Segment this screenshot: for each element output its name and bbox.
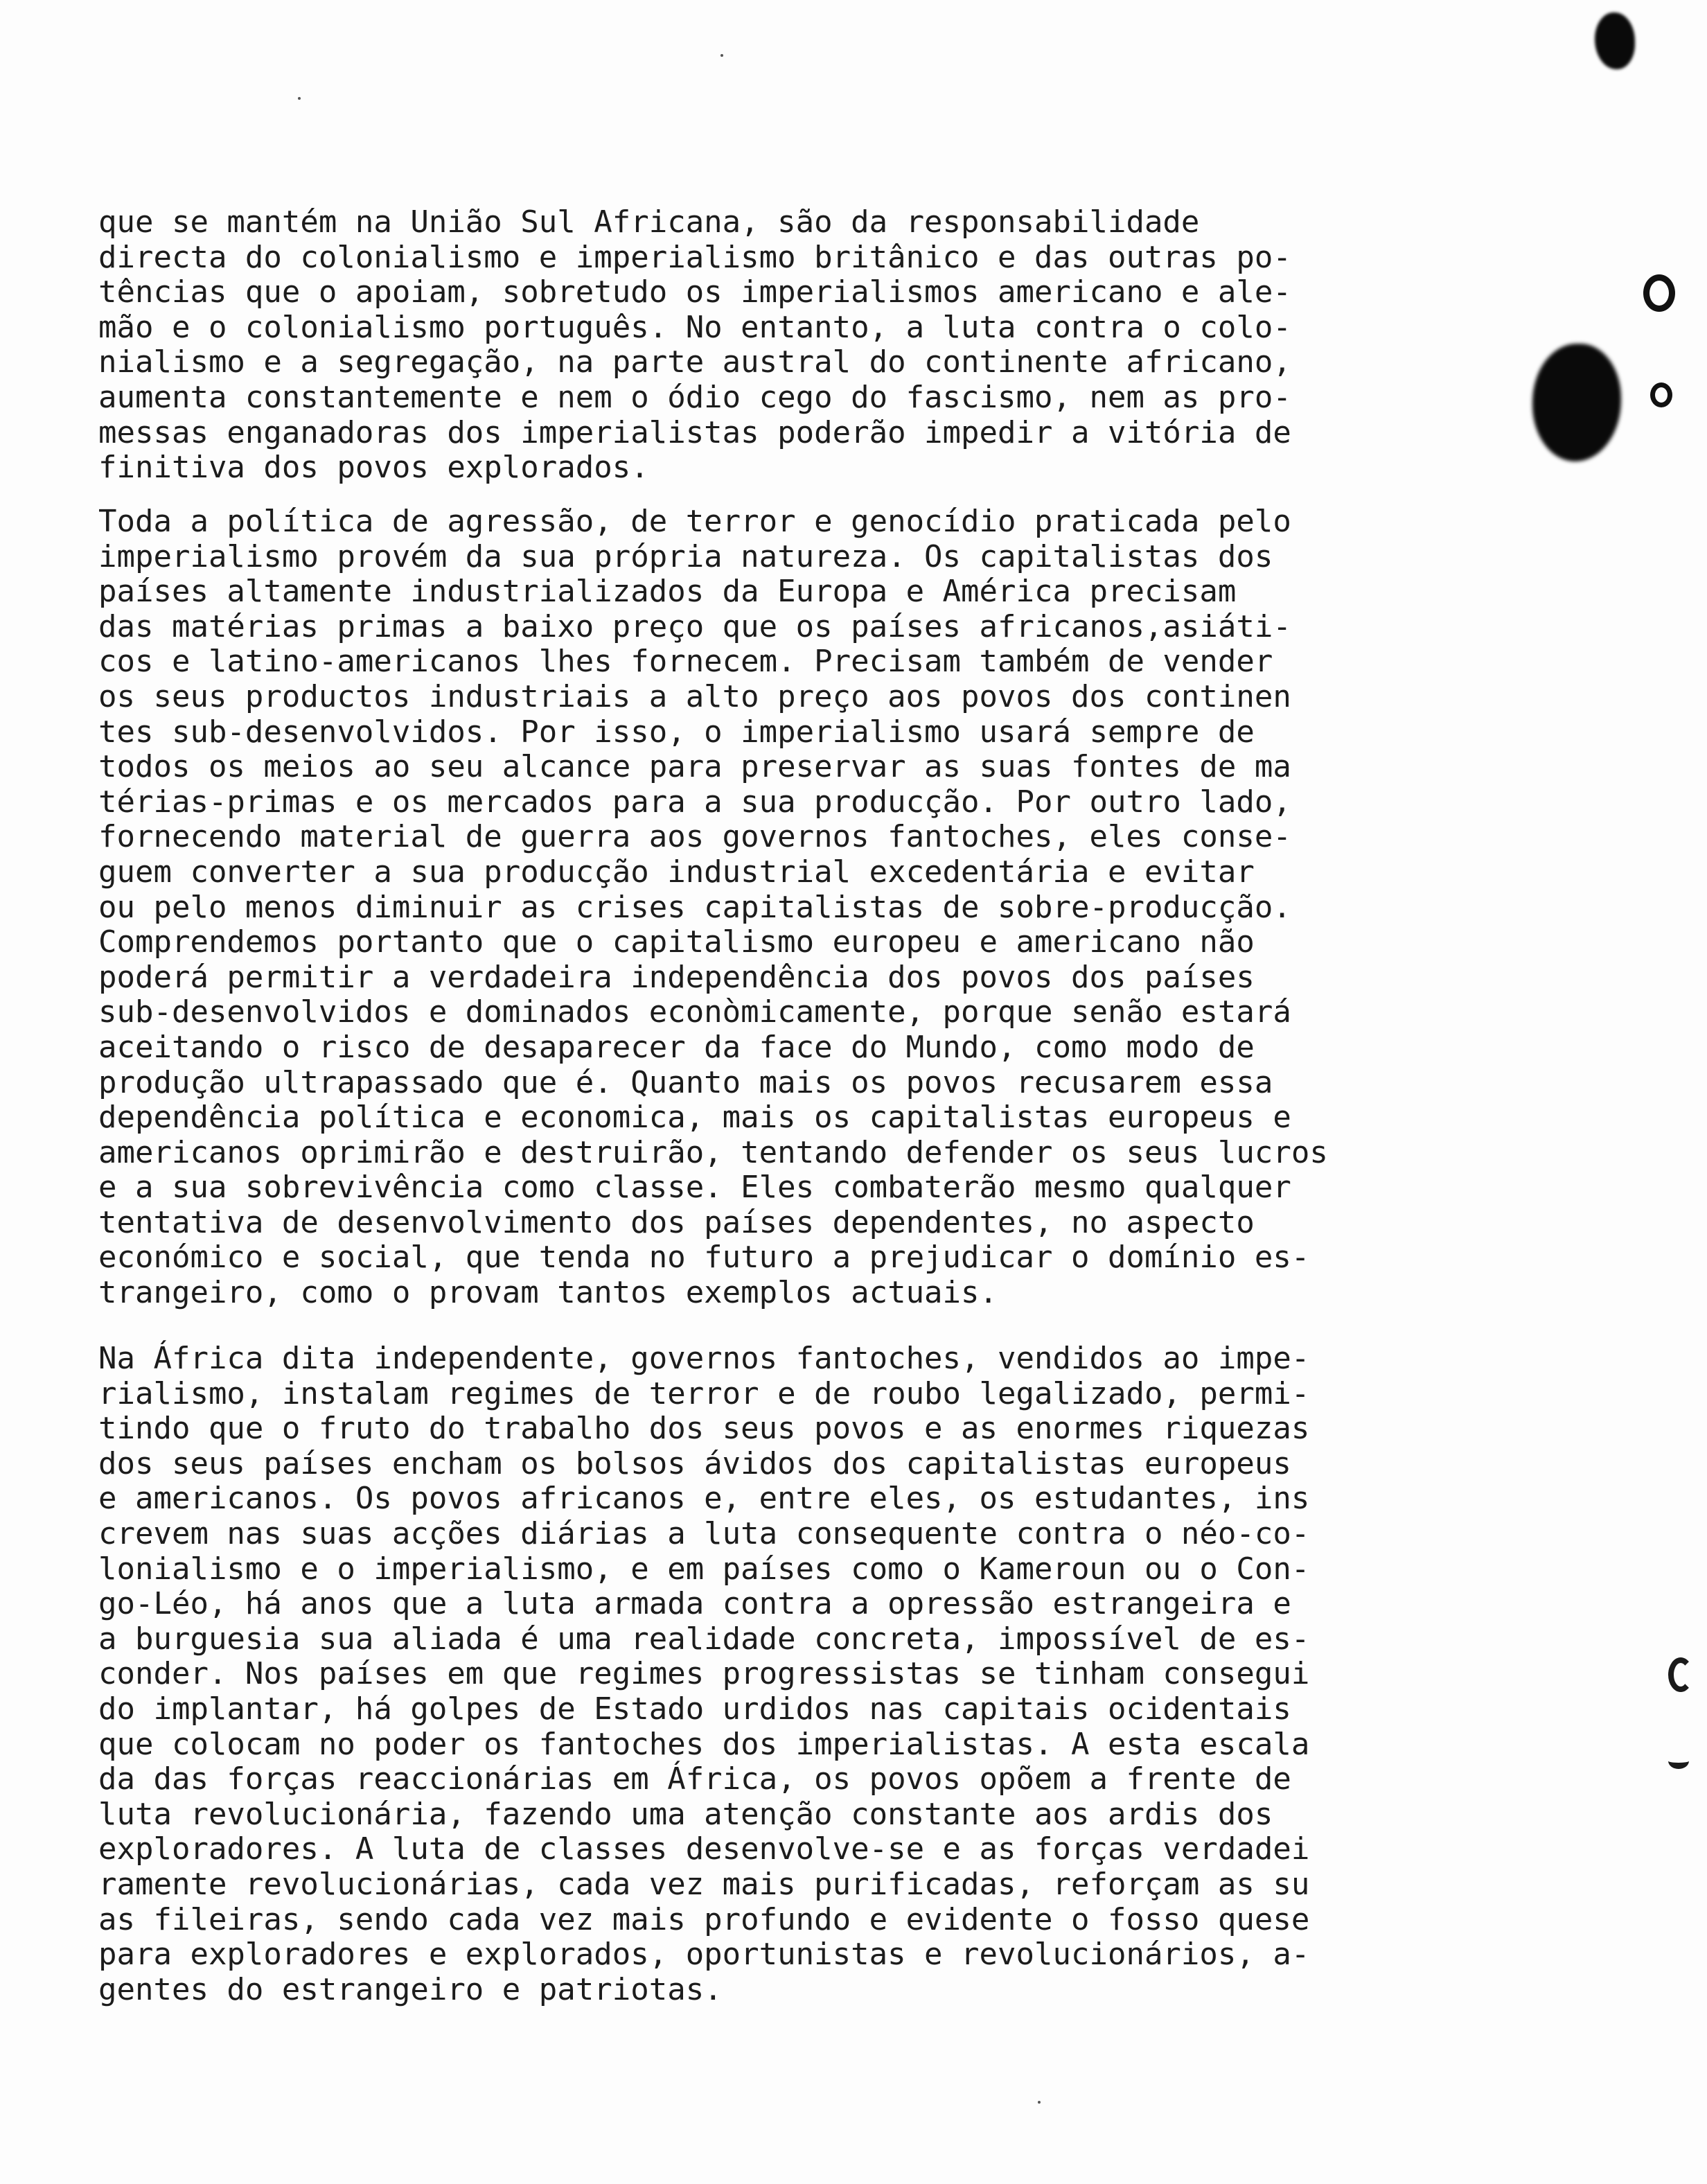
text-line: cos e latino-americanos lhes fornecem. Precisam também de vender [98, 644, 1273, 680]
text-line: produção ultrapassado que é. Quanto mais os povos recusarem essa [98, 1064, 1273, 1100]
text-line: que se mantém na União Sul Africana, são da responsabilidade [98, 204, 1200, 240]
text-line: térias-primas e os mercados para a sua producção. Por outro lado, [98, 784, 1291, 820]
ring-mark [1643, 274, 1675, 312]
text-line: conder. Nos países em que regimes progressistas se tinham consegui [98, 1656, 1310, 1692]
text-line: poderá permitir a verdadeira independência dos povos dos países [98, 959, 1255, 995]
text-line: das matérias primas a baixo preço que os países africanos,asiáti- [98, 608, 1291, 644]
text-line: Na África dita independente, governos fantoches, vendidos ao impe- [98, 1341, 1310, 1376]
text-line: fornecendo material de guerra aos governos fantoches, eles conse- [98, 819, 1291, 855]
text-line: guem converter a sua producção industrial excedentária e evitar [98, 854, 1255, 890]
text-line: os seus productos industriais a alto preço aos povos dos continen [98, 678, 1291, 714]
text-line: a burguesia sua aliada é uma realidade concreta, impossível de es- [98, 1621, 1310, 1657]
text-line: Toda a política de agressão, de terror e genocídio praticada pelo [98, 504, 1291, 539]
text-line: ou pelo menos diminuir as crises capitalistas de sobre-producção. [98, 889, 1291, 925]
text-line: lonialismo e o imperialismo, e em países como o Kameroun ou o Con- [98, 1551, 1310, 1587]
paragraph [98, 504, 1498, 1311]
text-line: tes sub-desenvolvidos. Por isso, o imperialismo usará sempre de [98, 714, 1255, 750]
text-line: nialismo e a segregação, na parte austral do continente africano, [98, 344, 1291, 380]
text-line: as fileiras, sendo cada vez mais profundo e evidente o fosso quese [98, 1901, 1310, 1937]
speck [1038, 2101, 1041, 2104]
text-line: dependência política e economica, mais os capitalistas europeus e [98, 1100, 1291, 1136]
text-line: aumenta constantemente e nem o ódio cego do fascismo, nem as pro- [98, 379, 1291, 415]
text-line: trangeiro, como o provam tantos exemplos actuais. [98, 1275, 998, 1311]
text-line: económico e social, que tenda no futuro a prejudicar o domínio es- [98, 1240, 1310, 1276]
text-line: dos seus países encham os bolsos ávidos dos capitalistas europeus [98, 1445, 1291, 1481]
text-line: países altamente industrializados da Europa e América precisam [98, 574, 1237, 610]
ink-smudge [1668, 1657, 1693, 1692]
text-line: rialismo, instalam regimes de terror e de roubo legalizado, permi- [98, 1375, 1310, 1411]
text-line: messas enganadoras dos imperialistas poderão impedir a vitória de [98, 414, 1291, 450]
speck [298, 97, 301, 100]
ring-mark [1650, 382, 1672, 407]
text-line: mão e o colonialismo português. No entanto, a luta contra o colo- [98, 309, 1291, 345]
paragraph [98, 205, 1498, 486]
text-line: e a sua sobrevivência como classe. Eles combaterão mesmo qualquer [98, 1170, 1291, 1206]
text-line: finitiva dos povos explorados. [98, 450, 649, 486]
ink-smudge [1668, 1753, 1689, 1769]
text-line: tentativa de desenvolvimento dos países dependentes, no aspecto [98, 1204, 1255, 1240]
punch-hole-mark [1595, 12, 1635, 69]
text-line: go-Léo, há anos que a luta armada contra a opressão estrangeira e [98, 1586, 1291, 1622]
text-line: da das forças reaccionárias em África, os povos opõem a frente de [98, 1761, 1291, 1797]
text-line: tências que o apoiam, sobretudo os imperialismos americano e ale- [98, 274, 1291, 310]
text-line: do implantar, há golpes de Estado urdidos nas capitais ocidentais [98, 1691, 1291, 1727]
text-line: que colocam no poder os fantoches dos imperialistas. A esta escala [98, 1726, 1310, 1762]
paragraph [98, 1341, 1498, 2007]
text-line: ramente revolucionárias, cada vez mais purificadas, reforçam as su [98, 1866, 1310, 1902]
text-line: tindo que o fruto do trabalho dos seus povos e as enormes riquezas [98, 1411, 1310, 1447]
text-line: sub-desenvolvidos e dominados econòmicamente, porque senão estará [98, 994, 1291, 1030]
text-line: Comprendemos portanto que o capitalismo europeu e americano não [98, 924, 1255, 960]
text-line: luta revolucionária, fazendo uma atenção constante aos ardis dos [98, 1796, 1273, 1832]
text-line: aceitando o risco de desaparecer da face do Mundo, como modo de [98, 1029, 1255, 1065]
text-line: exploradores. A luta de classes desenvolve-se e as forças verdadei [98, 1831, 1310, 1867]
text-line: imperialismo provém da sua própria natureza. Os capitalistas dos [98, 538, 1273, 574]
speck [720, 54, 723, 57]
text-line: para exploradores e explorados, oportunistas e revolucionários, a- [98, 1937, 1310, 1973]
text-line: directa do colonialismo e imperialismo britânico e das outras po- [98, 239, 1291, 275]
text-line: gentes do estrangeiro e patriotas. [98, 1971, 723, 2007]
text-line: crevem nas suas acções diárias a luta consequente contra o néo-co- [98, 1515, 1310, 1551]
text-line: todos os meios ao seu alcance para preservar as suas fontes de ma [98, 749, 1291, 785]
punch-hole-mark [1532, 344, 1621, 461]
text-line: e americanos. Os povos africanos e, entre eles, os estudantes, ins [98, 1481, 1310, 1517]
text-line: americanos oprimirão e destruirão, tentando defender os seus lucros [98, 1134, 1328, 1170]
